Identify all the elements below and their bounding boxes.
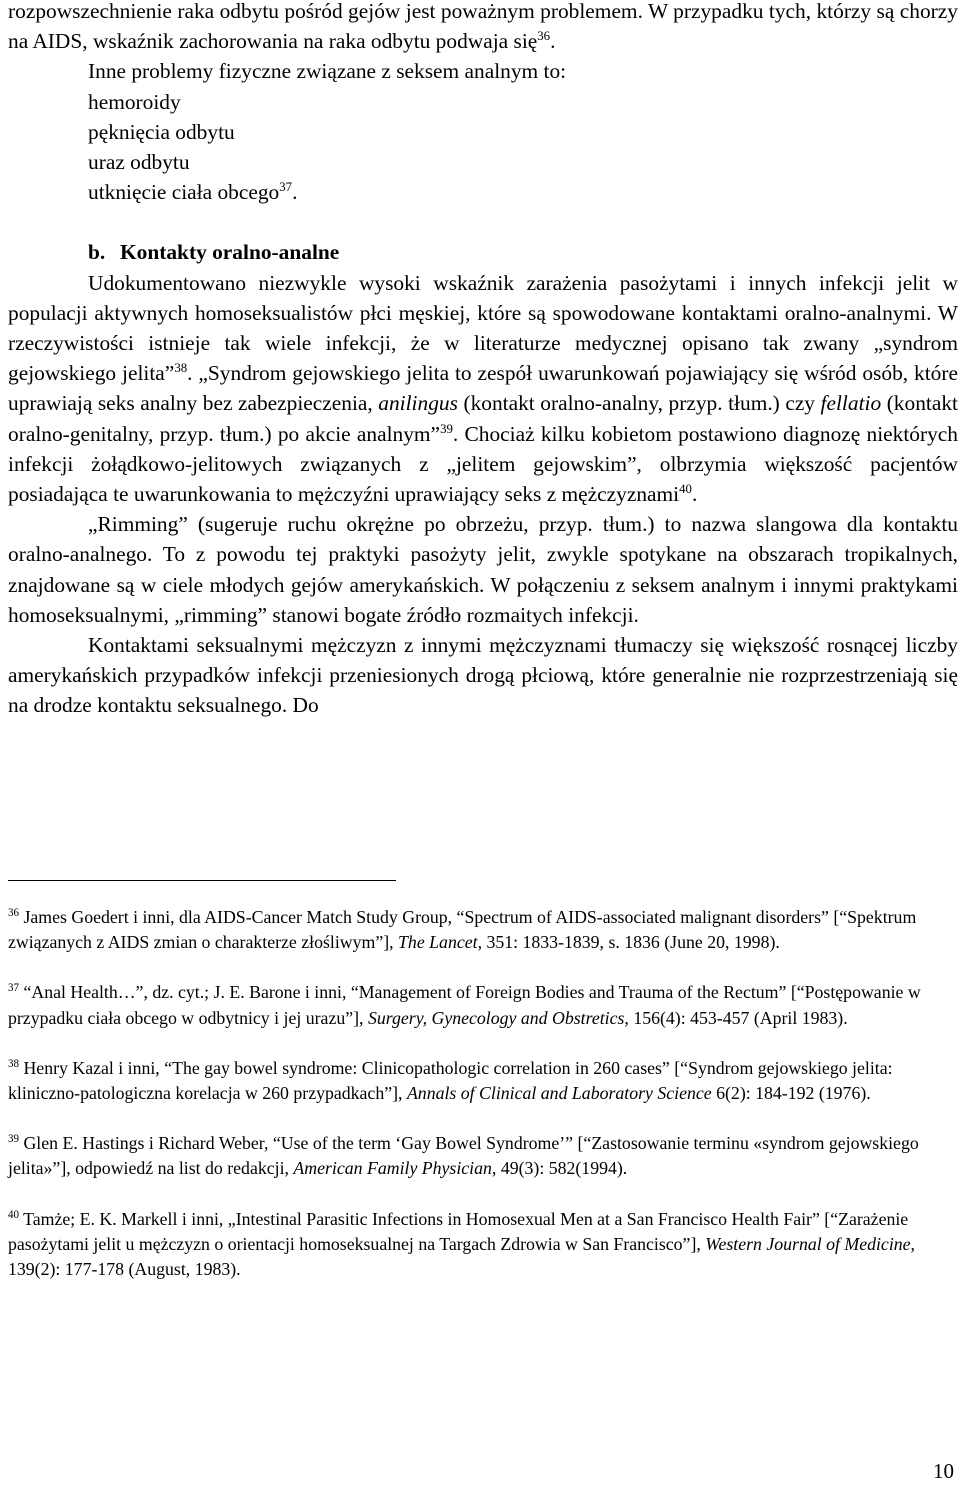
paragraph-2: Inne problemy fizyczne związane z seksem analnym to: xyxy=(88,59,567,84)
document-page xyxy=(8,0,958,721)
footnote-ref[interactable]: 37 xyxy=(279,180,293,195)
page-number: 10 xyxy=(933,1459,954,1483)
list-item: hemoroidy xyxy=(88,89,181,114)
paragraph-3: Udokumentowano niezwykle wysoki wskaźnik zarażenia pasożytami i innych infekcji jelit w populacji aktywnych homoseksualistów płci męskiej, które są spowodowane kontaktami oralno-analnymi. W rzeczywistości istnieje tak wiele infekcji, że w literaturze medycznej opisano tak zwany „syndrom gejowskiego jelita”$^{38}$. „Syndrom gejowskiego jelita to zespół uwarunkowań pojawiający się wśród osób, które uprawiają seks analny bez zabezpieczenia, anilingus (kontakt oralno-analny, przyp. tłum.) czy fellatio (kontakt oralno-genitalny, przyp. tłum.) po akcie analnym”$^{39}$. Chociaż kilku kobietom postawiono diagnozę niektórych infekcji żołądkowo-jelitowych związanych z „jelitem gejowskim”, olbrzymia większość pacjentów posiadająca te uwarunkowania to mężczyźni uprawiający seks z mężczyznami$^{40}$. xyxy=(8,270,958,507)
footnote-ref[interactable]: 38 xyxy=(174,361,188,376)
list-item: pęknięcia odbytu xyxy=(88,119,235,144)
section-letter: b. xyxy=(88,240,106,265)
footnote-number: 38 xyxy=(8,1057,20,1070)
paragraph-4: „Rimming” (sugeruje ruchu okrężne po obrzeżu, przyp. tłum.) to nazwa slangowa dla kontaktu oralno-analnego. To z powodu tej praktyki pasożyty jelit, zwykle spotykane na obszarach tropikalnych, znajdowane są w ciele młodych gejów amerykańskich. W połączeniu z seksem analnym i innymi praktykami homoseksualnymi, „rimming” stanowi bogate źródło rozmaitych infekcji. xyxy=(8,512,958,627)
footnote-number: 40 xyxy=(8,1208,20,1221)
footnote-ref[interactable]: 40 xyxy=(679,481,692,496)
footnote-37: $^{37}$ “Anal Health…”, dz. cyt.; J. E. Barone i inni, “Management of Foreign Bodies and Trauma of the Rectum” [“Postępowanie w przypadku ciała obcego w odbytnicy i jej urazu”], Surgery, Gynecology and Obstretics, 156(4): 453-457 (April 1983). xyxy=(8,982,921,1028)
footnote-separator xyxy=(8,880,396,881)
footnote-ref[interactable]: 39 xyxy=(440,421,453,436)
footnote-ref[interactable]: 36 xyxy=(537,29,551,44)
footnote-number: 39 xyxy=(8,1133,20,1146)
footnote-40: $^{40}$ Tamże; E. K. Markell i inni, „Intestinal Parasitic Infections in Homosexual Men at a San Francisco Health Fair” [“Zarażenie pasożytami jelit u mężczyzn o orientacji homoseksualnej na Targach Zdrowia w San Francisco”], Western Journal of Medicine, 139(2): 177-178 (August, 1983). xyxy=(8,1208,915,1280)
footnote-38: $^{38}$ Henry Kazal i inni, “The gay bowel syndrome: Clinicopathologic correlation in 260 cases” [“Syndrom gejowskiego jelita: kliniczno-patologiczna korelacja w 260 przypadkach”], Annals of Clinical and Laboratory Science 6(2): 184-192 (1976). xyxy=(8,1057,893,1104)
footnotes xyxy=(8,905,953,1307)
list-item: uraz odbytu xyxy=(88,150,190,175)
section-heading xyxy=(88,237,958,267)
footnote-number: 37 xyxy=(8,982,20,995)
footnote-number: 36 xyxy=(8,907,20,920)
paragraph-5: Kontaktami seksualnymi mężczyzn z innymi mężczyznami tłumaczy się większość rosnącej liczby amerykańskich przypadków infekcji przeniesionych drogą płciową, które generalnie nie rozprzestrzeniają się na drodze kontaktu seksualnego. Do xyxy=(8,633,958,718)
section-title: Kontakty oralno-analne xyxy=(120,240,340,265)
footnote-36: $^{36}$ James Goedert i inni, dla AIDS-Cancer Match Study Group, “Spectrum of AIDS-associated malignant disorders” [“Spektrum związanych z AIDS zmian o charakterze złośliwym”], The Lancet, 351: 1833-1839, s. 1836 (June 20, 1998). xyxy=(8,907,917,953)
paragraph-1: rozpowszechnienie raka odbytu pośród gejów jest poważnym problemem. W przypadku tych, którzy są chorzy na AIDS, wskaźnik zachorowania na raka odbytu podwaja się$^{36}$. xyxy=(8,0,958,54)
list-item: utknięcie ciała obcego$^{37}$. xyxy=(88,180,298,205)
problem-list xyxy=(88,87,958,208)
main-text xyxy=(8,0,958,721)
footnote-39: $^{39}$ Glen E. Hastings i Richard Weber, “Use of the term ‘Gay Bowel Syndrome’” [“Zastosowanie terminu «syndrom gejowskiego jelita»”], odpowiedź na list do redakcji, American Family Physician, 49(3): 582(1994). xyxy=(8,1133,919,1179)
